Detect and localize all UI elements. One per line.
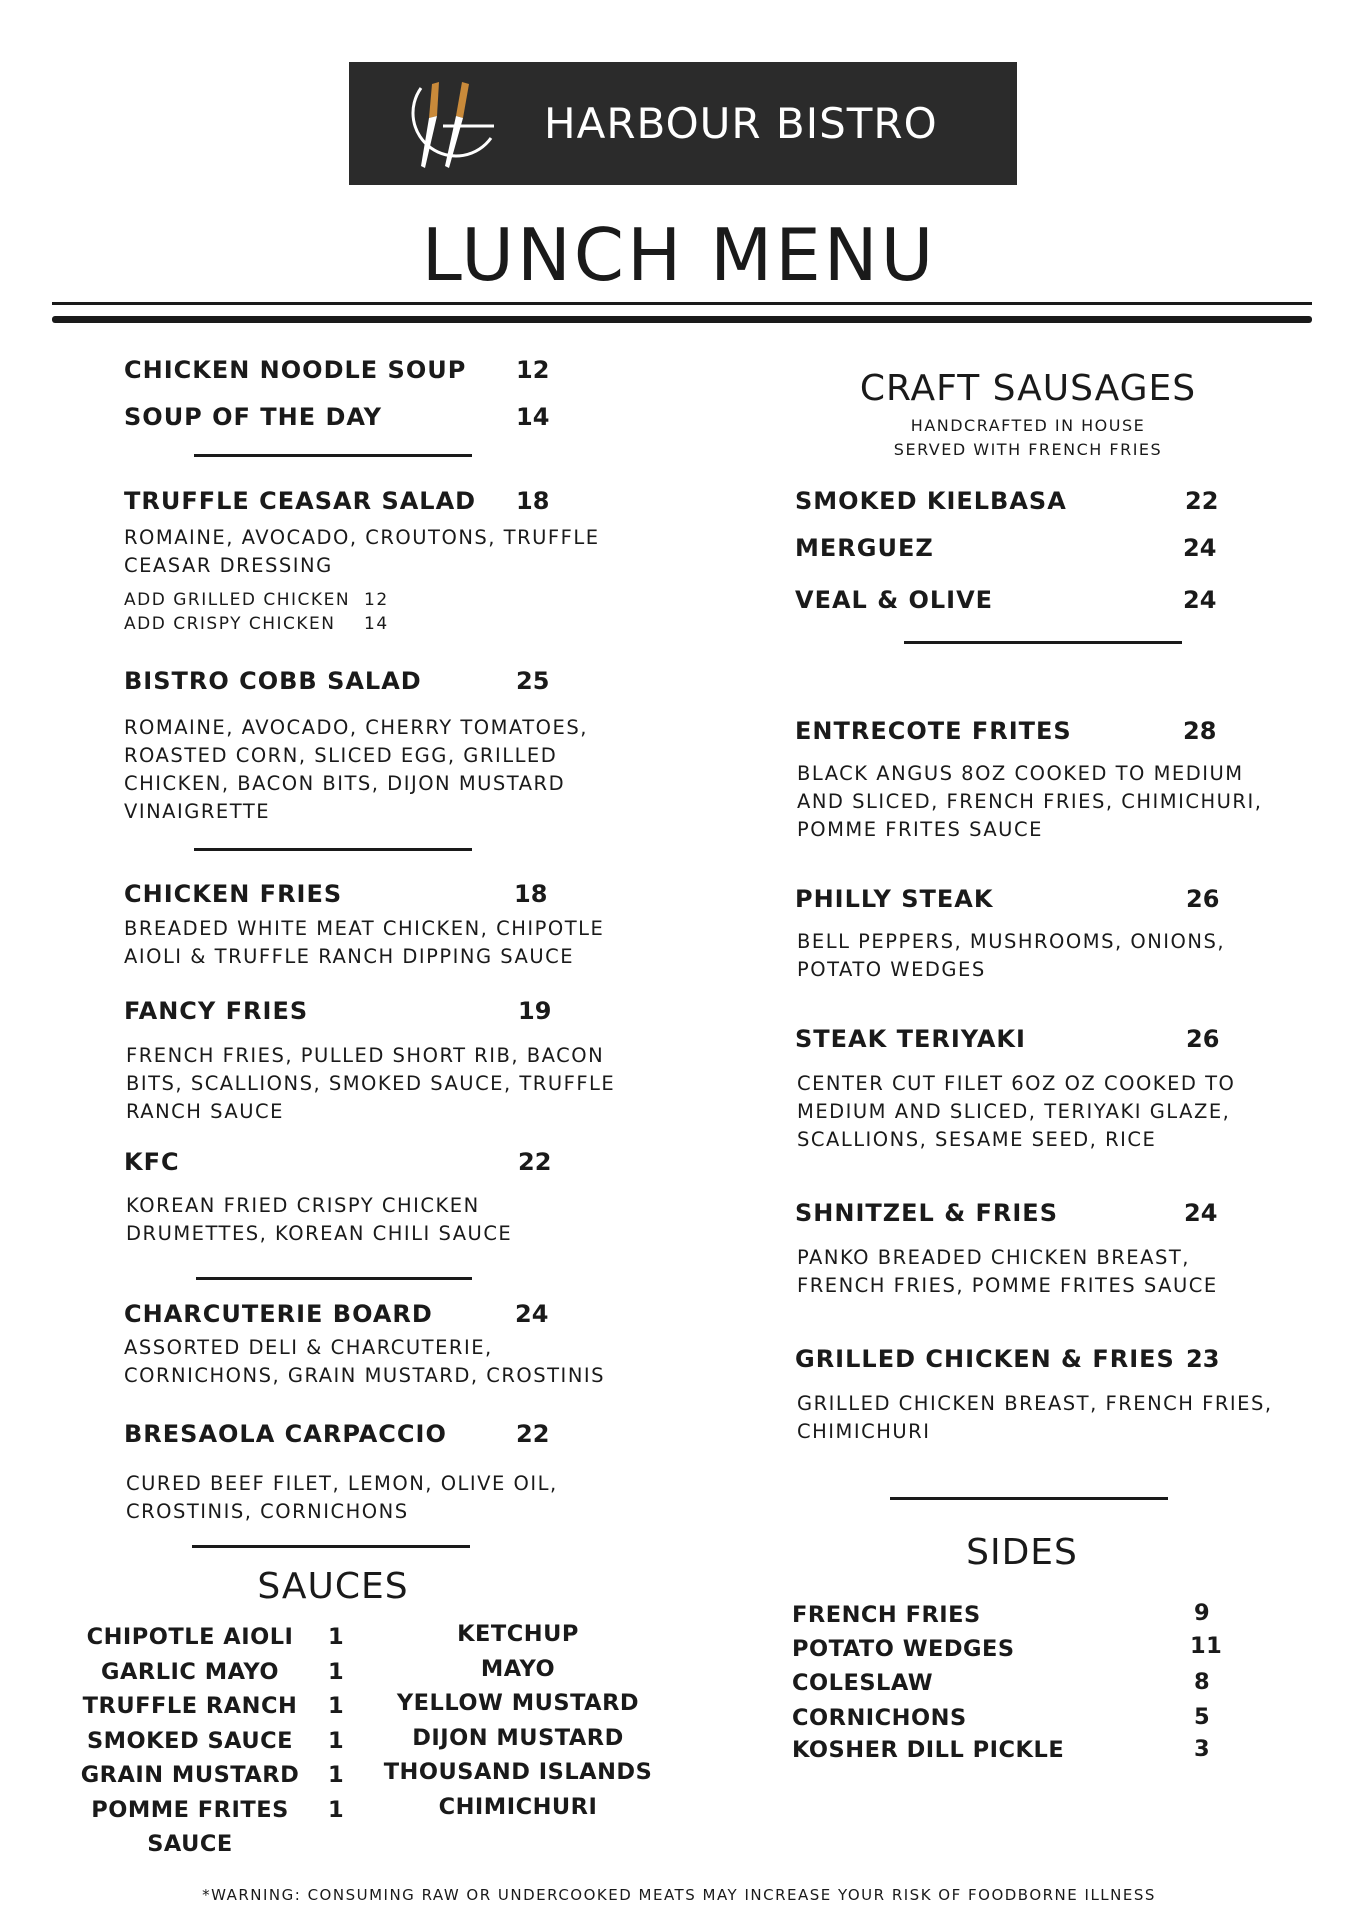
header-rule-thin [52, 302, 1312, 305]
sauce-name: CHIPOTLE AIOLI [86, 1624, 294, 1650]
sauces-title: SAUCES [257, 1566, 409, 1607]
side-name: POTATO WEDGES [792, 1636, 1015, 1662]
item-name: KFC [124, 1148, 180, 1176]
sauce-name: GARLIC MAYO [100, 1658, 280, 1685]
sauce-price: 1 [328, 1796, 344, 1823]
item-price: 14 [516, 403, 550, 431]
item-price: 22 [518, 1148, 552, 1176]
item-name: STEAK TERIYAKI [795, 1025, 1026, 1053]
section-divider [196, 1277, 472, 1280]
addon-name: ADD GRILLED CHICKEN [124, 590, 351, 610]
item-price: 24 [515, 1300, 549, 1328]
sauce-name: CHIMICHURI [438, 1793, 598, 1820]
side-price: 8 [1194, 1669, 1211, 1695]
item-description: ASSORTED DELI & CHARCUTERIE, CORNICHONS, GRAIN MUSTARD, CROSTINIS [124, 1336, 606, 1387]
item-name: TRUFFLE CEASAR SALAD [124, 487, 477, 515]
header-rule-thick [52, 316, 1312, 323]
item-price: 24 [1183, 586, 1217, 614]
free-sauce-list [370, 1617, 666, 1824]
item-price: 24 [1183, 534, 1217, 562]
item-name: BRESAOLA CARPACCIO [124, 1420, 447, 1448]
item-name: CHICKEN FRIES [124, 880, 343, 908]
item-price: 25 [516, 667, 550, 695]
addon-price: 12 [364, 590, 389, 610]
sauce-name: SMOKED SAUCE [86, 1727, 294, 1754]
section-divider [192, 1545, 470, 1548]
item-description: BELL PEPPERS, MUSHROOMS, ONIONS, POTATO WEDGES [797, 930, 1226, 981]
side-name: CORNICHONS [792, 1705, 967, 1731]
side-name: COLESLAW [792, 1670, 934, 1696]
item-name: SMOKED KIELBASA [795, 487, 1067, 515]
item-price: 18 [514, 880, 548, 908]
section-divider [194, 454, 472, 457]
sides-title: SIDES [966, 1532, 1078, 1573]
sauce-price-list [328, 1620, 348, 1827]
item-name: SHNITZEL & FRIES [795, 1199, 1058, 1227]
sauce-name: TRUFFLE RANCH [82, 1693, 298, 1719]
item-name: PHILLY STEAK [795, 885, 994, 913]
side-name: KOSHER DILL PICKLE [792, 1737, 1065, 1763]
section-divider [890, 1497, 1168, 1500]
item-description: FRENCH FRIES, PULLED SHORT RIB, BACON BITS, SCALLIONS, SMOKED SAUCE, TRUFFLE RANCH SAUCE [126, 1044, 616, 1123]
section-divider [904, 641, 1182, 644]
sausages-subtitle: SERVED WITH FRENCH FRIES [893, 440, 1163, 459]
sauce-name: YELLOW MUSTARD [396, 1690, 640, 1716]
foodborne-warning: *WARNING: CONSUMING RAW OR UNDERCOOKED MEATS MAY INCREASE YOUR RISK OF FOODBORNE ILLNESS [202, 1886, 1156, 1904]
item-name: SOUP OF THE DAY [124, 403, 383, 431]
item-description: BREADED WHITE MEAT CHICKEN, CHIPOTLE AIOLI & TRUFFLE RANCH DIPPING SAUCE [124, 917, 605, 968]
sausages-title: CRAFT SAUSAGES [859, 368, 1197, 409]
item-name: ENTRECOTE FRITES [795, 717, 1072, 745]
item-price: 23 [1186, 1345, 1220, 1373]
item-price: 12 [516, 356, 550, 384]
item-price: 28 [1183, 717, 1217, 745]
side-name: FRENCH FRIES [792, 1602, 981, 1628]
sauce-price: 1 [328, 1727, 344, 1754]
sauce-name: POMME FRITES [91, 1796, 289, 1823]
side-price: 9 [1194, 1600, 1211, 1626]
section-divider [194, 848, 472, 851]
item-name: CHARCUTERIE BOARD [124, 1300, 433, 1328]
sauce-price: 1 [328, 1624, 344, 1650]
sauce-price: 1 [328, 1762, 344, 1788]
addon-name: ADD CRISPY CHICKEN [124, 614, 336, 634]
sauce-price: 1 [328, 1658, 344, 1685]
item-name: GRILLED CHICKEN & FRIES [795, 1345, 1175, 1373]
side-price: 3 [1194, 1736, 1211, 1762]
addon-price: 14 [364, 614, 389, 634]
item-description: ROMAINE, AVOCADO, CROUTONS, TRUFFLE CEASAR DRESSING [124, 526, 600, 577]
side-price: 11 [1190, 1633, 1223, 1659]
item-name: MERGUEZ [795, 534, 934, 562]
crossed-knives-icon [399, 76, 499, 172]
page-title: LUNCH MENU [421, 213, 937, 297]
item-price: 26 [1186, 1025, 1220, 1053]
item-description: BLACK ANGUS 8OZ COOKED TO MEDIUM AND SLICED, FRENCH FRIES, CHIMICHURI, POMME FRITES SAUCE [797, 762, 1263, 841]
item-description: KOREAN FRIED CRISPY CHICKEN DRUMETTES, KOREAN CHILI SAUCE [126, 1194, 513, 1245]
item-description: ROMAINE, AVOCADO, CHERRY TOMATOES, ROASTED CORN, SLICED EGG, GRILLED CHICKEN, BACON BITS, DIJON MUSTARD VINAIGRETTE [124, 716, 588, 823]
sausages-subtitle: HANDCRAFTED IN HOUSE [910, 416, 1146, 435]
item-description: PANKO BREADED CHICKEN BREAST, FRENCH FRIES, POMME FRITES SAUCE [797, 1246, 1218, 1297]
item-price: 22 [516, 1420, 550, 1448]
item-price: 18 [516, 487, 550, 515]
priced-sauce-list [70, 1620, 310, 1862]
item-name: BISTRO COBB SALAD [124, 667, 422, 695]
side-price: 5 [1194, 1704, 1211, 1730]
item-name: VEAL & OLIVE [795, 586, 994, 614]
sauce-name: GRAIN MUSTARD [80, 1762, 300, 1788]
sauce-price: 1 [328, 1693, 344, 1719]
item-name: CHICKEN NOODLE SOUP [124, 356, 467, 384]
item-description: CENTER CUT FILET 6OZ OZ COOKED TO MEDIUM AND SLICED, TERIYAKI GLAZE, SCALLIONS, SESAME SEED, RICE [797, 1072, 1236, 1151]
item-description: GRILLED CHICKEN BREAST, FRENCH FRIES, CHIMICHURI [797, 1392, 1273, 1443]
item-price: 19 [518, 997, 552, 1025]
brand-name: HARBOUR BISTRO [544, 99, 938, 148]
item-price: 24 [1184, 1199, 1218, 1227]
item-price: 26 [1186, 885, 1220, 913]
item-description: CURED BEEF FILET, LEMON, OLIVE OIL, CROSTINIS, CORNICHONS [126, 1472, 558, 1523]
sauce-name: DIJON MUSTARD [412, 1724, 624, 1751]
sauce-name: MAYO [480, 1655, 556, 1682]
sauce-name: THOUSAND ISLANDS [383, 1759, 653, 1785]
sauce-name: SAUCE [147, 1831, 233, 1857]
item-price: 22 [1185, 487, 1219, 515]
item-name: FANCY FRIES [124, 997, 309, 1025]
sauce-name: KETCHUP [457, 1621, 579, 1647]
brand-header [349, 62, 1017, 185]
